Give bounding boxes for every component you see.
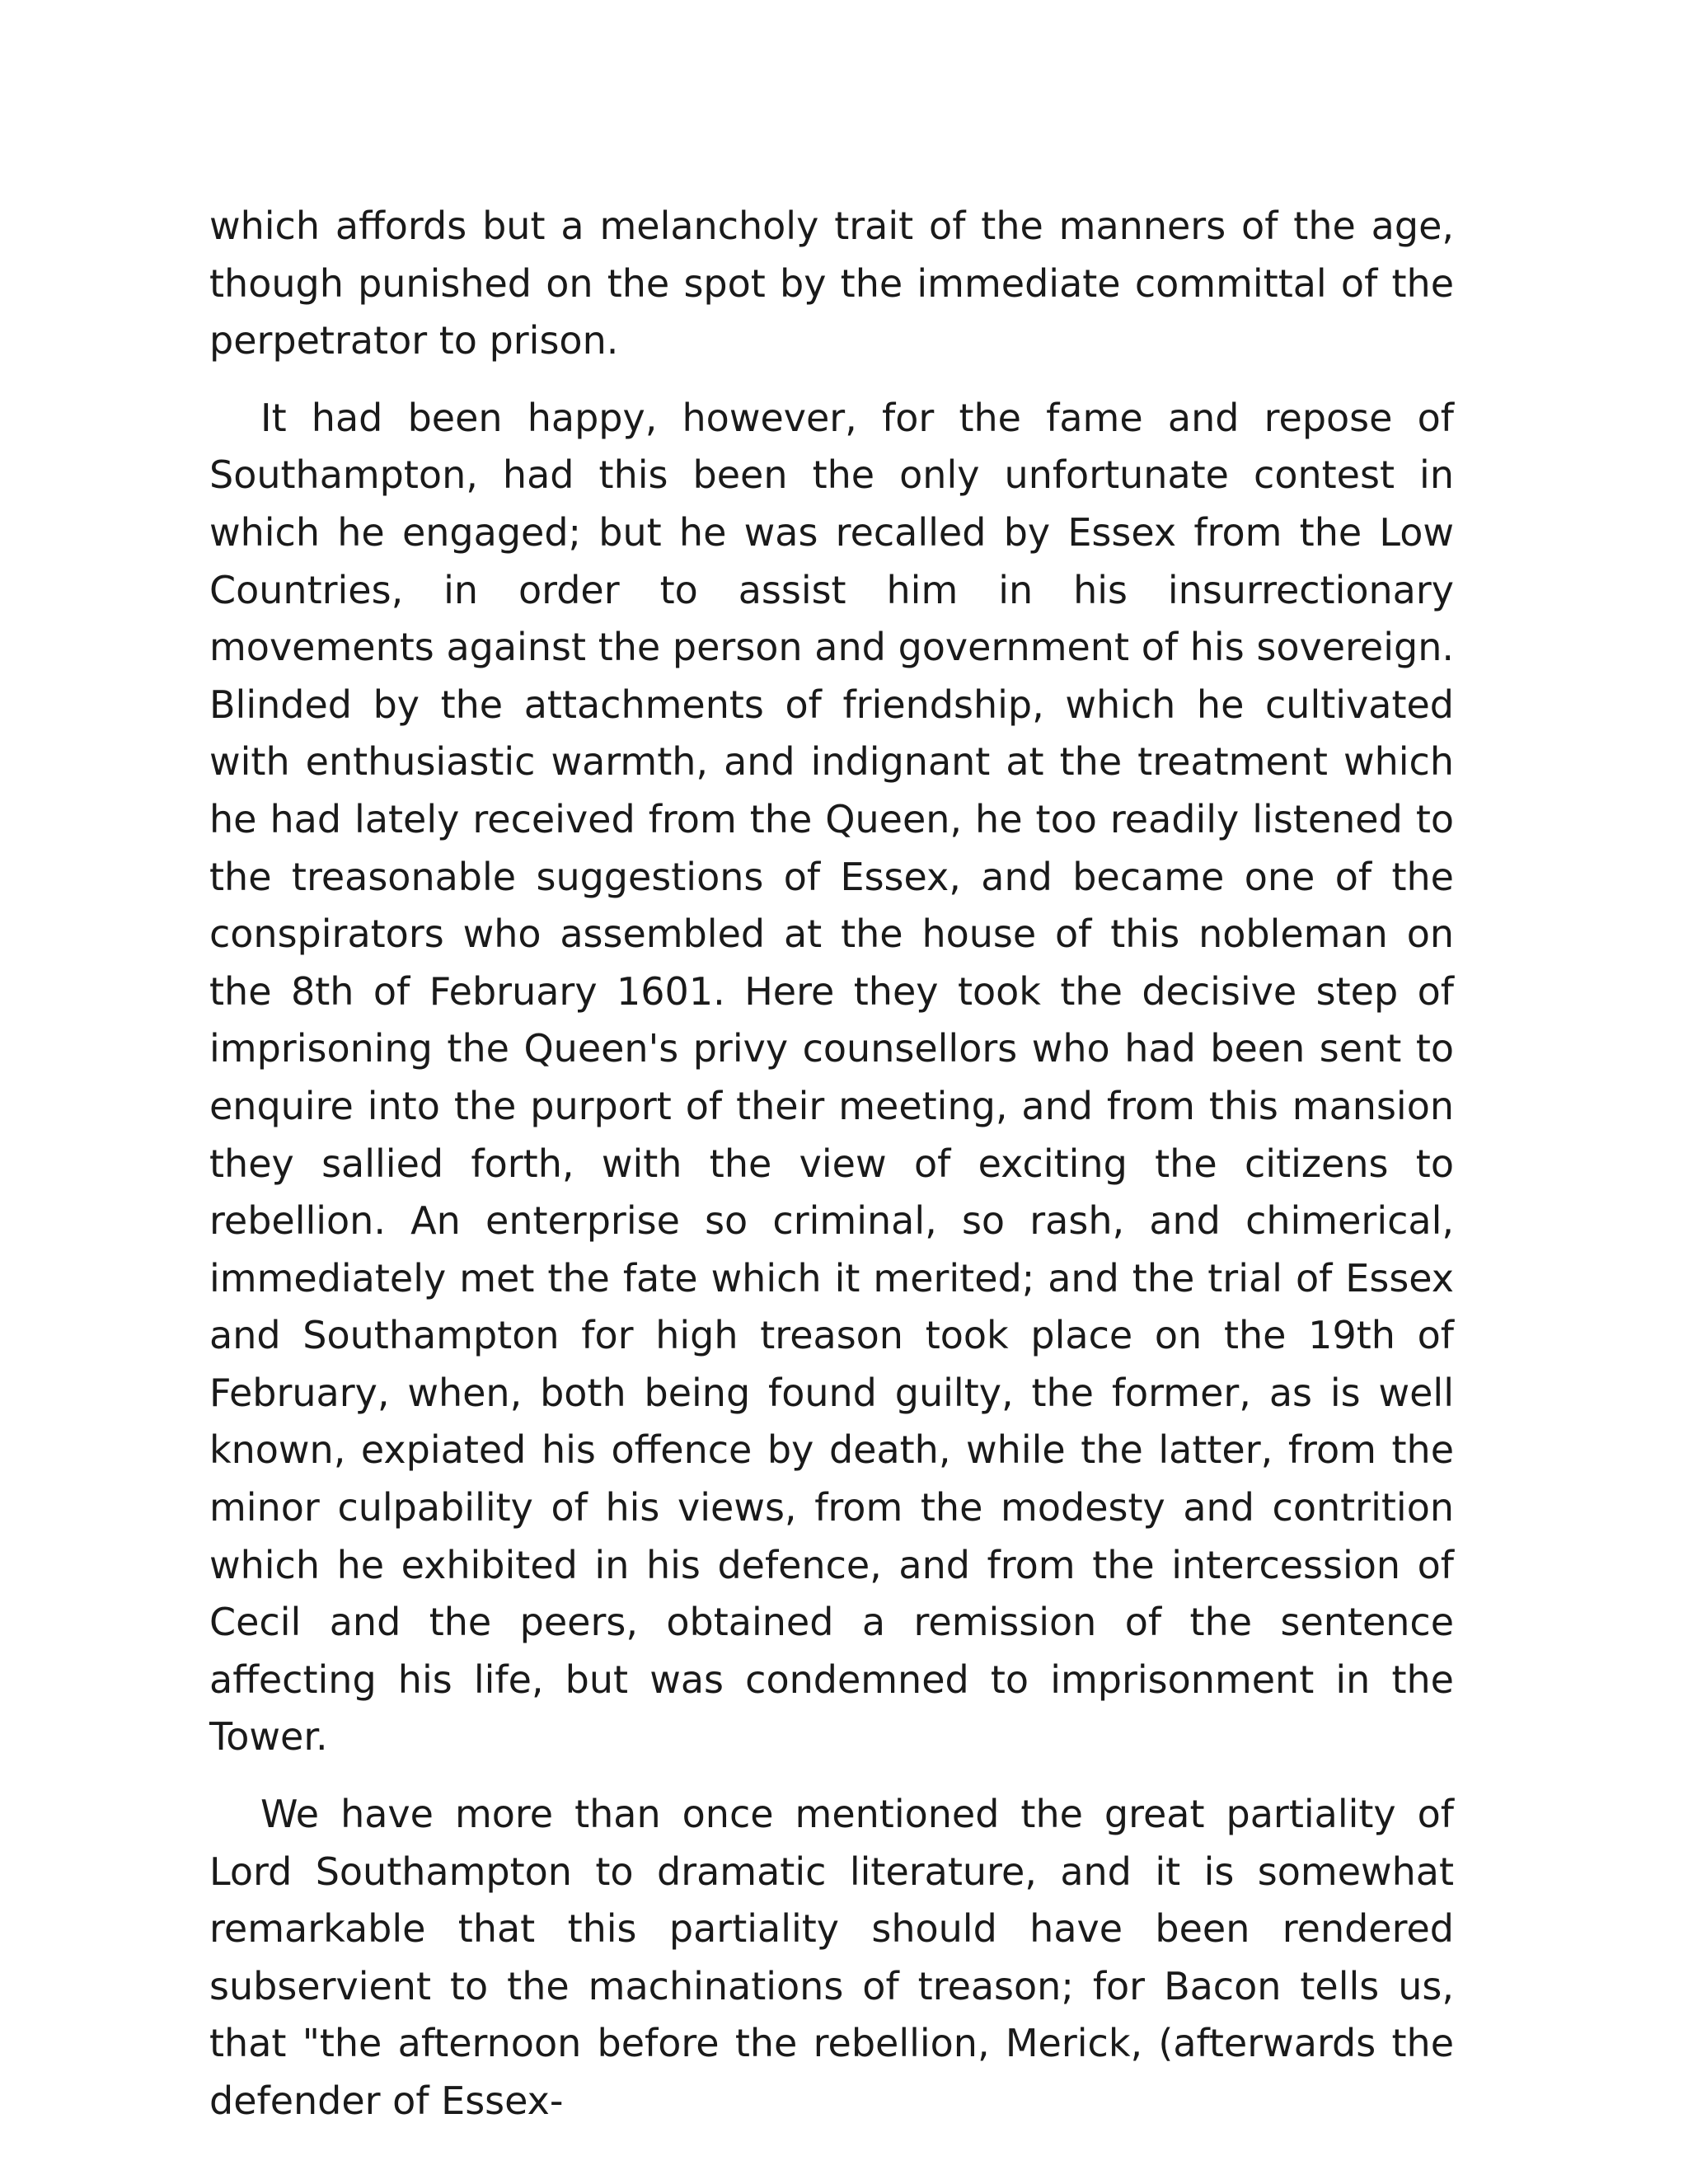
- paragraph-continuation: which affords but a melancholy trait of the manners of the age, though punished on the spot by the immediate committal of the perpetrator to prison.: [209, 204, 1454, 363]
- body-text: [209, 198, 1454, 2130]
- paragraph-dramatic-literature: We have more than once mentioned the great partiality of Lord Southampton to dramatic literature, and it is somewhat remarkable that this partiality should have been rendered subservient to the machinations of treason; for Bacon tells us, that "the afternoon before the rebellion, Merick, (afterwards the defender of Essex-: [209, 1792, 1454, 2123]
- paragraph-southampton-rebellion: It had been happy, however, for the fame and repose of Southampton, had this been the only unfortunate contest in which he engaged; but he was recalled by Essex from the Low Countries, in order to assist him in his insurrectionary movements against the person and government of his sovereign. Blinded by the attachments of friendship, which he cultivated with enthusiastic warmth, and indignant at the treatment which he had lately received from the Queen, he too readily listened to the treasonable suggestions of Essex, and became one of the conspirators who assembled at the house of this nobleman on the 8th of February 1601. Here they took the decisive step of imprisoning the Queen's privy counsellors who had been sent to enquire into the purport of their meeting, and from this mansion they sallied forth, with the view of exciting the citizens to rebellion. An enterprise so criminal, so rash, and chimerical, immediately met the fate which it merited; and the trial of Essex and Southampton for high treason took place on the 19th of February, when, both being found guilty, the former, as is well known, expiated his offence by death, while the latter, from the minor culpability of his views, from the modesty and contrition which he exhibited in his defence, and from the intercession of Cecil and the peers, obtained a remission of the sentence affecting his life, but was condemned to imprisonment in the Tower.: [209, 395, 1454, 1760]
